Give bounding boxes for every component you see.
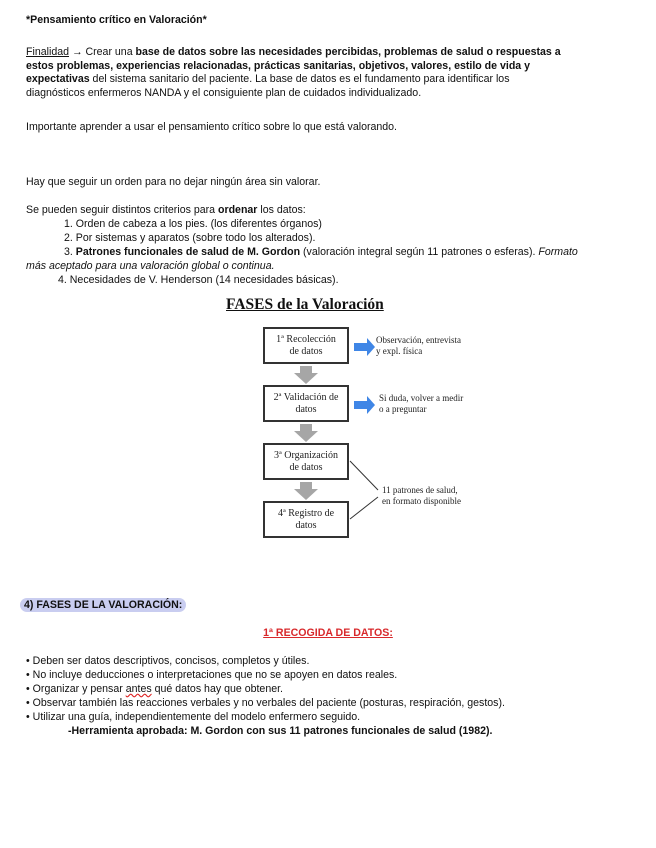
finalidad-line-4: diagnósticos enfermeros NANDA y el consiguiente plan de cuidados individualizado. bbox=[26, 86, 422, 99]
finalidad-bold-2: estos problemas, experiencias relacionadas, prácticas sanitarias, objetivos, valores, estilo de vida y bbox=[26, 59, 531, 72]
bullet-icon: • bbox=[26, 683, 30, 695]
bullet-3-post: qué datos hay que obtener. bbox=[151, 683, 283, 695]
bullet-4-text: Observar también las reacciones verbales y no verbales del paciente (posturas, respiración, gestos). bbox=[32, 697, 505, 709]
note-2-line2: o a preguntar bbox=[379, 404, 427, 414]
bullet-2-text: No incluye deducciones o interpretaciones que no se apoyen en datos reales. bbox=[32, 669, 398, 681]
down-arrow-icon bbox=[294, 424, 318, 442]
note-3 bbox=[382, 485, 461, 507]
bullet-3 bbox=[26, 683, 283, 697]
section-4-subtitle: 1ª RECOGIDA DE DATOS: bbox=[263, 627, 393, 639]
bullet-2 bbox=[26, 669, 397, 683]
diagram-title: FASES de la Valoración bbox=[226, 296, 384, 313]
down-arrow-icon bbox=[294, 482, 318, 500]
finalidad-arrow-text: → Crear una bbox=[69, 46, 136, 58]
list-item-3-bold: Patrones funcionales de salud de M. Gordon bbox=[75, 246, 301, 258]
criterios-bold: ordenar bbox=[217, 204, 258, 216]
note-1-line2: y expl. física bbox=[376, 346, 423, 356]
phase-box-3-line2: de datos bbox=[289, 461, 323, 473]
list-item-1: 1. Orden de cabeza a los pies. (los diferentes órganos) bbox=[64, 218, 322, 230]
document-heading: *Pensamiento crítico en Valoración* bbox=[26, 14, 207, 26]
finalidad-label: Finalidad bbox=[26, 46, 69, 58]
criterios-pre: Se pueden seguir distintos criterios para bbox=[26, 204, 218, 216]
phase-box-2-line2: datos bbox=[295, 403, 317, 415]
phase-box-4-line2: datos bbox=[295, 519, 317, 531]
phase-box-1-line1: 1ª Recolección bbox=[276, 333, 336, 345]
bullet-5 bbox=[26, 711, 360, 725]
section-4-title-pill: 4) FASES DE LA VALORACIÓN: bbox=[20, 598, 186, 612]
finalidad-bold-3: expectativas bbox=[26, 73, 90, 86]
bullet-1 bbox=[26, 655, 309, 669]
list-item-3-italic-2: más aceptado para una valoración global o continua. bbox=[26, 260, 275, 272]
bullet-1-text: Deben ser datos descriptivos, concisos, completos y útiles. bbox=[32, 655, 310, 667]
note-1 bbox=[376, 335, 461, 357]
finalidad-bold-1: base de datos sobre las necesidades percibidas, problemas de salud o respuestas a bbox=[135, 46, 561, 58]
bullet-3-underlined: antes bbox=[125, 683, 152, 695]
section-4-title bbox=[20, 599, 186, 613]
list-item-3-rest: (valoración integral según 11 patrones o esferas). bbox=[300, 246, 539, 258]
finalidad-rest-3: del sistema sanitario del paciente. La base de datos es el fundamento para identificar los bbox=[89, 73, 510, 86]
down-arrow-icon bbox=[294, 366, 318, 384]
bullet-icon: • bbox=[26, 711, 30, 723]
note-2 bbox=[379, 393, 463, 415]
right-arrow-icon bbox=[354, 338, 375, 356]
list-item-3-num: 3. bbox=[64, 246, 76, 258]
phase-box-4-line1: 4ª Registro de bbox=[277, 507, 335, 519]
phase-box-3-line1: 3ª Organización bbox=[274, 449, 338, 461]
list-item-2: 2. Por sistemas y aparatos (sobre todo los alterados). bbox=[64, 232, 316, 244]
note-1-line1: Observación, entrevista bbox=[376, 335, 461, 345]
bullet-3-pre: Organizar y pensar bbox=[32, 683, 126, 695]
bullet-icon: • bbox=[26, 697, 30, 709]
tool-text: -Herramienta aprobada: M. Gordon con sus 11 patrones funcionales de salud (1982). bbox=[68, 725, 493, 737]
criterios-post: los datos: bbox=[257, 204, 306, 216]
note-2-line1: Si duda, volver a medir bbox=[379, 393, 464, 403]
list-item-4: 4. Necesidades de V. Henderson (14 necesidades básicas). bbox=[58, 274, 339, 286]
bullet-icon: • bbox=[26, 669, 30, 681]
orden-text: Hay que seguir un orden para no dejar ningún área sin valorar. bbox=[26, 176, 321, 188]
list-item-3-italic-1: Formato bbox=[538, 246, 578, 258]
phase-box-1-line2: de datos bbox=[289, 345, 323, 357]
phase-box-2-line1: 2ª Validación de bbox=[273, 391, 339, 403]
importante-text: Importante aprender a usar el pensamiento crítico sobre lo que está valorando. bbox=[26, 121, 397, 133]
bullet-icon: • bbox=[26, 655, 30, 667]
note-3-line2: en formato disponible bbox=[382, 496, 461, 506]
right-arrow-icon bbox=[354, 396, 375, 414]
note-3-line1: 11 patrones de salud, bbox=[382, 485, 458, 495]
bullet-4 bbox=[26, 697, 505, 711]
bullet-5-text: Utilizar una guía, independientemente del modelo enfermero seguido. bbox=[32, 711, 361, 723]
